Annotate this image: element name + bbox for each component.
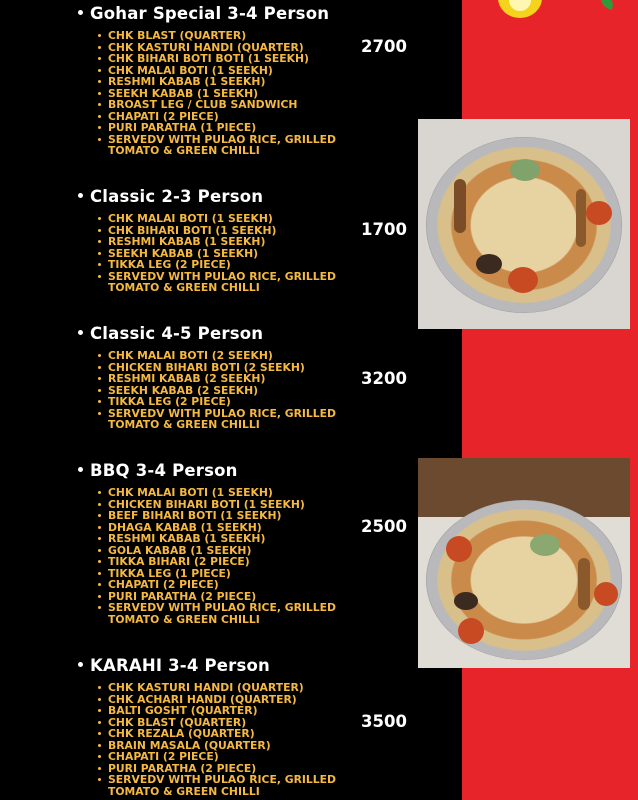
seekh-kabab (454, 179, 466, 233)
menu-item: PURI PARATHA (2 PIECE) (98, 591, 336, 603)
menu-item: RESHMI KABAB (1 SEEKH) (98, 236, 336, 248)
chutney-bowl (530, 534, 560, 556)
menu-item: PURI PARATHA (2 PIECE) (98, 763, 336, 775)
platter-photo-2 (418, 458, 630, 668)
menu-item: CHK BIHARI BOTI BOTI (1 SEEKH) (98, 53, 336, 65)
menu-item: TIKKA BIHARI (2 PIECE) (98, 556, 336, 568)
item-list (98, 350, 336, 431)
menu-item-continued: TOMATO & GREEN CHILLI (108, 144, 260, 157)
menu-item: SERVEDV WITH PULAO RICE, GRILLED (98, 408, 336, 420)
menu-item: GOLA KABAB (1 SEEKH) (98, 545, 336, 557)
platter-photo-1 (418, 119, 630, 329)
menu-item: CHK KASTURI HANDI (QUARTER) (98, 682, 336, 694)
menu-item: CHICKEN BIHARI BOTI (1 SEEKH) (98, 499, 336, 511)
item-list (98, 487, 336, 625)
tikka-piece (594, 582, 618, 606)
menu-item: SEEKH KABAB (1 SEEKH) (98, 88, 336, 100)
menu-item: TIKKA LEG (2 PIECE) (98, 259, 336, 271)
menu-item: CHK MALAI BOTI (2 SEEKH) (98, 350, 336, 362)
menu-item: CHAPATI (2 PIECE) (98, 579, 336, 591)
section-price: 3500 (361, 712, 407, 731)
section-title: KARAHI 3-4 Person (78, 656, 270, 675)
menu-item: SEEKH KABAB (1 SEEKH) (98, 248, 336, 260)
menu-item: CHAPATI (2 PIECE) (98, 111, 336, 123)
tikka-piece (458, 618, 484, 644)
sauce-bowl (476, 254, 502, 274)
menu-item-continued: TOMATO & GREEN CHILLI (108, 418, 260, 431)
menu-item: CHK MALAI BOTI (1 SEEKH) (98, 487, 336, 499)
tikka-piece (508, 267, 538, 293)
menu-item: RESHMI KABAB (1 SEEKH) (98, 533, 336, 545)
menu-item: PURI PARATHA (1 PIECE) (98, 122, 336, 134)
section-title: Classic 2-3 Person (78, 187, 263, 206)
tikka-piece (446, 536, 472, 562)
seekh-kabab (576, 189, 586, 247)
seekh-kabab (578, 558, 590, 610)
menu-item: TIKKA LEG (1 PIECE) (98, 568, 336, 580)
section-price: 1700 (361, 220, 407, 239)
menu-item-continued: TOMATO & GREEN CHILLI (108, 281, 260, 294)
menu-item: SERVEDV WITH PULAO RICE, GRILLED (98, 602, 336, 614)
menu-item: CHK ACHARI HANDI (QUARTER) (98, 694, 336, 706)
section-price: 3200 (361, 369, 407, 388)
chutney-bowl (510, 159, 540, 181)
menu-item: DHAGA KABAB (1 SEEKH) (98, 522, 336, 534)
menu-item: SERVEDV WITH PULAO RICE, GRILLED (98, 774, 336, 786)
menu-item: CHK REZALA (QUARTER) (98, 728, 336, 740)
platter-plate (426, 500, 622, 660)
tikka-piece (586, 201, 612, 225)
section-price: 2500 (361, 517, 407, 536)
menu-item: BROAST LEG / CLUB SANDWICH (98, 99, 336, 111)
menu-item: CHICKEN BIHARI BOTI (2 SEEKH) (98, 362, 336, 374)
section-price: 2700 (361, 37, 407, 56)
menu-item: TIKKA LEG (2 PIECE) (98, 396, 336, 408)
menu-item: RESHMI KABAB (2 SEEKH) (98, 373, 336, 385)
menu-item: BALTI GOSHT (QUARTER) (98, 705, 336, 717)
menu-item-continued: TOMATO & GREEN CHILLI (108, 612, 260, 626)
item-list (98, 30, 336, 157)
menu-item: CHAPATI (2 PIECE) (98, 751, 336, 763)
section-title: BBQ 3-4 Person (78, 461, 238, 480)
sauce-bowl (454, 592, 478, 610)
menu-item: CHK BLAST (QUARTER) (98, 30, 336, 42)
menu-item: CHK BIHARI BOTI (1 SEEKH) (98, 225, 336, 237)
section-title: Gohar Special 3-4 Person (78, 4, 329, 23)
menu-item: CHK MALAI BOTI (1 SEEKH) (98, 213, 336, 225)
menu-item: BEEF BIHARI BOTI (1 SEEKH) (98, 510, 336, 522)
menu-item: CHK BLAST (QUARTER) (98, 717, 336, 729)
menu-item-continued: TOMATO & GREEN CHILLI (108, 784, 260, 798)
menu-item: BRAIN MASALA (QUARTER) (98, 740, 336, 752)
item-list (98, 213, 336, 294)
menu-item: SERVEDV WITH PULAO RICE, GRILLED (98, 271, 336, 283)
menu-item: CHK MALAI BOTI (1 SEEKH) (98, 65, 336, 77)
item-list (98, 682, 336, 797)
menu-item: SERVEDV WITH PULAO RICE, GRILLED (98, 134, 336, 146)
menu-item: CHK KASTURI HANDI (QUARTER) (98, 42, 336, 54)
section-title: Classic 4-5 Person (78, 324, 263, 343)
menu-item: RESHMI KABAB (1 SEEKH) (98, 76, 336, 88)
menu-item: SEEKH KABAB (2 SEEKH) (98, 385, 336, 397)
